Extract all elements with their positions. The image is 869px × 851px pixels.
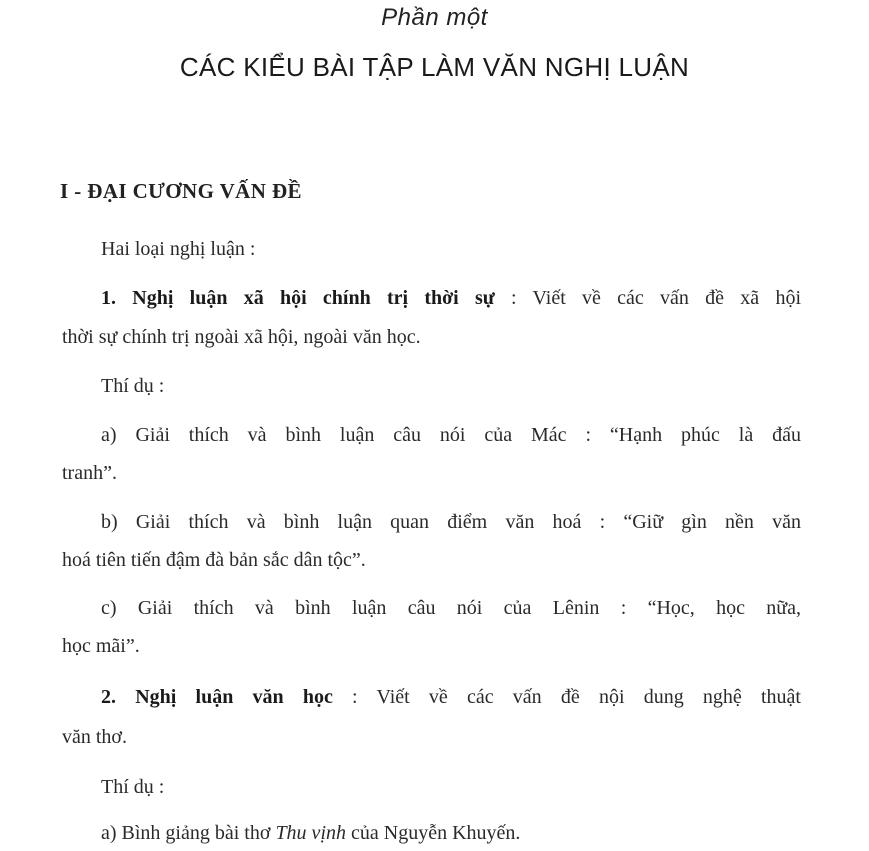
item2-text-line2: văn thơ.	[62, 726, 128, 748]
item1-text-line1: : Viết về các vấn đề xã hội	[494, 287, 802, 309]
item1-example-c-line1: c) Giải thích và bình luận câu nói của Lênin : “Học, học nữa,	[101, 597, 801, 619]
item1-label: 1. Nghị luận xã hội chính trị thời sự	[101, 287, 495, 309]
item2-example-a-prefix: a) Bình giảng bài thơ	[101, 822, 276, 844]
item1-text-line2: thời sự chính trị ngoài xã hội, ngoài văn học.	[62, 326, 421, 348]
item1-example-b-line1: b) Giải thích và bình luận quan điểm văn hoá : “Giữ gìn nền văn	[101, 511, 801, 533]
item2-label: 2. Nghị luận văn học	[101, 686, 333, 708]
main-title: CÁC KIỂU BÀI TẬP LÀM VĂN NGHỊ LUẬN	[179, 52, 690, 82]
item1-line1	[101, 287, 801, 310]
intro-text: Hai loại nghị luận :	[101, 238, 256, 260]
item1-example-b-line2: hoá tiên tiến đậm đà bản sắc dân tộc”.	[62, 549, 366, 571]
item2-example-a	[101, 822, 520, 845]
item2-text-line1: : Viết về các vấn đề nội dung nghệ thuật	[332, 686, 801, 708]
item2-example-label: Thí dụ :	[101, 776, 165, 798]
item1-example-a-line2: tranh”.	[62, 462, 117, 484]
part-title: Phần một	[381, 4, 488, 31]
section-heading: I - ĐẠI CƯƠNG VẤN ĐỀ	[60, 179, 302, 203]
item2-example-a-suffix: của Nguyễn Khuyến.	[346, 822, 521, 844]
item1-example-c-line2: học mãi”.	[62, 635, 140, 657]
item2-example-a-title: Thu vịnh	[275, 822, 346, 844]
item1-example-label: Thí dụ :	[101, 375, 165, 397]
item1-example-a-line1: a) Giải thích và bình luận câu nói của Mác : “Hạnh phúc là đấu	[101, 424, 801, 446]
item2-line1	[101, 686, 801, 709]
